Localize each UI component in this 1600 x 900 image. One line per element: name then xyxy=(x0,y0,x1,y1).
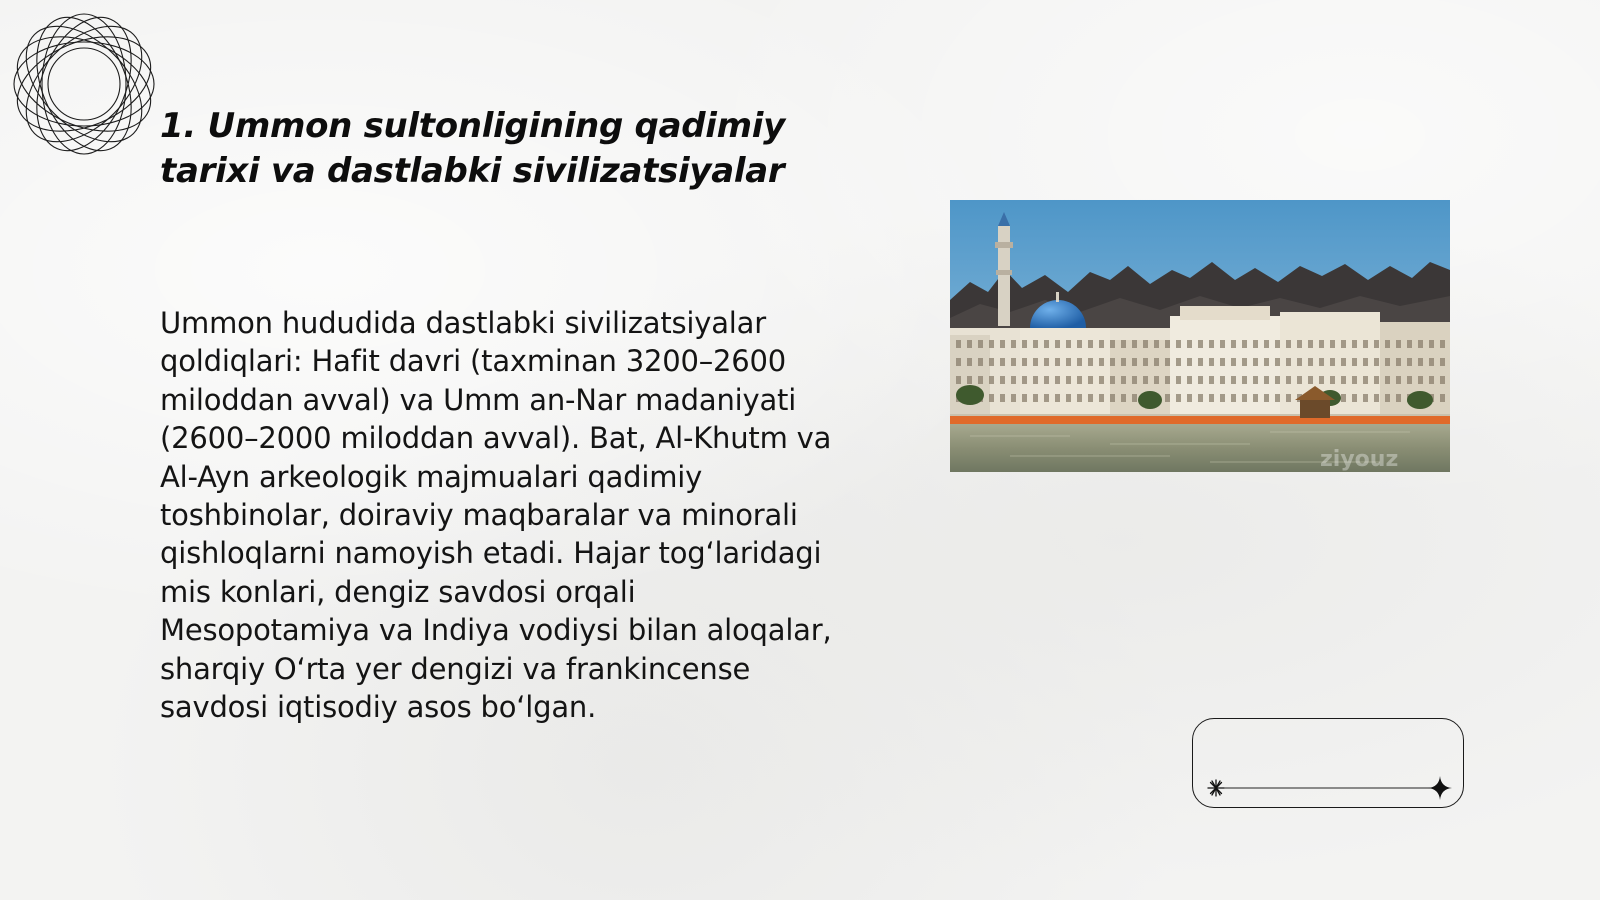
muscat-waterfront-photo xyxy=(950,200,1450,472)
slide-body-text: Ummon hududida dastlabki sivilizatsiyalar qoldiqlari: Hafit davri (taxminan 3200–2600 miloddan avval) va Umm an-Nar madaniyati (2600–2000 miloddan avval). Bat, Al-Khutm va Al-Ayn arkeologik majmualari qadimiy toshbinolar, doiraviy maqbaralar va minorali qishloqlarni namoyish etadi. Hajar tog‘laridagi mis konlari, dengiz savdosi orqali Mesopotamiya va Indiya vodiysi bilan aloqalar, sharqiy O‘rta yer dengizi va frankincense savdosi iqtisodiy asos bo‘lgan. xyxy=(160,306,832,725)
decorative-line xyxy=(1192,718,1464,808)
sparkle-icon xyxy=(1208,780,1224,796)
photo-watermark: ziyouz xyxy=(1320,447,1399,472)
slide-title: 1. Ummon sultonligining qadimiy tarixi va dastlabki sivilizatsiyalar xyxy=(160,106,785,191)
circle-rosette-icon xyxy=(10,10,158,158)
four-point-star-icon xyxy=(1428,776,1452,800)
